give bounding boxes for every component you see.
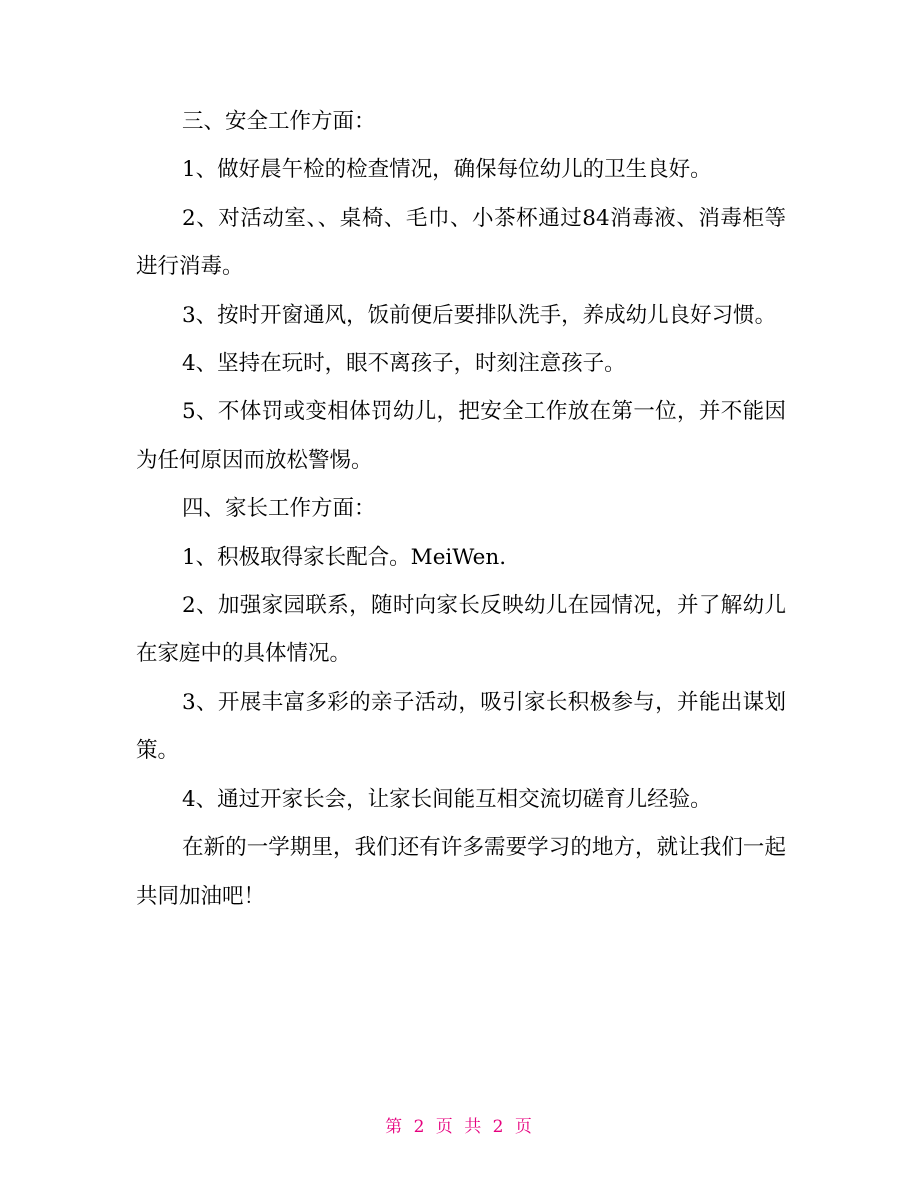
paragraph: 4、坚持在玩时，眼不离孩子，时刻注意孩子。 <box>182 351 626 377</box>
paragraph: 3、开展丰富多彩的亲子活动，吸引家长积极参与，并能出谋划策。 <box>136 689 786 764</box>
paragraph: 4、通过开家长会，让家长间能互相交流切磋育儿经验。 <box>182 786 712 812</box>
paragraph: 3、按时开窗通风，饭前便后要排队洗手，养成幼儿良好习惯。 <box>182 302 777 328</box>
document-body <box>136 98 786 921</box>
paragraph: 5、不体罚或变相体罚幼儿，把安全工作放在第一位，并不能因为任何原因而放松警惕。 <box>136 399 786 473</box>
paragraph: 2、加强家园联系，随时向家长反映幼儿在园情况，并了解幼儿在家庭中的具体情况。 <box>136 593 786 667</box>
paragraph: 1、做好晨午检的检查情况，确保每位幼儿的卫生良好。 <box>182 157 712 183</box>
section-heading-parents: 四、家长工作方面： <box>182 496 376 522</box>
section-heading-safety: 三、安全工作方面： <box>182 109 376 134</box>
paragraph: 2、对活动室、、桌椅、毛巾、小茶杯通过84消毒液、消毒柜等进行消毒。 <box>136 205 786 280</box>
page-number-footer: 第 2 页 共 2 页 <box>385 1117 535 1137</box>
paragraph: 1、积极取得家长配合。MeiWen. <box>182 544 507 570</box>
closing-paragraph: 在新的一学期里，我们还有许多需要学习的地方，就让我们一起共同加油吧！ <box>136 835 786 909</box>
